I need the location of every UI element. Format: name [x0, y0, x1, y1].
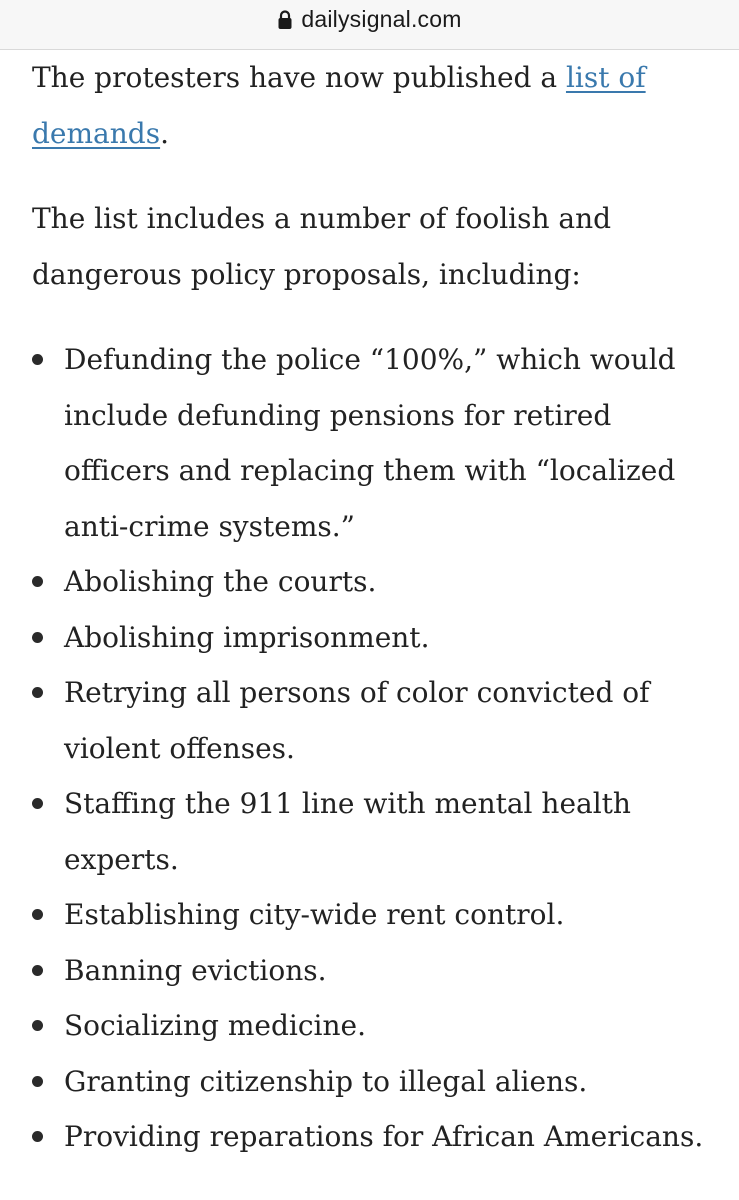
list-item-text: Granting citizenship to illegal aliens.: [64, 1064, 588, 1098]
address-bar[interactable]: [0, 0, 739, 50]
lock-icon: [277, 10, 293, 30]
list-item-text: Providing reparations for African Americans.: [64, 1120, 704, 1153]
paragraph-demands: [32, 50, 712, 161]
address-bar-content[interactable]: [277, 6, 461, 33]
bullet-icon: [32, 1131, 43, 1142]
list-item: [32, 1109, 712, 1165]
paragraph-demands-text: The protesters have now published a: [32, 61, 566, 94]
list-item: [32, 887, 712, 943]
bullet-icon: [32, 687, 43, 698]
paragraph-list-intro: The list includes a number of foolish and dangerous policy proposals, including:: [32, 202, 612, 291]
bullet-icon: [32, 1020, 43, 1031]
list-item: [32, 332, 712, 554]
article-body: [32, 50, 712, 1165]
list-item: [32, 554, 712, 610]
bullet-icon: [32, 354, 43, 365]
list-item-text: Abolishing imprisonment.: [64, 620, 430, 654]
list-item-text: Establishing city-wide rent control.: [64, 898, 565, 931]
bullet-icon: [32, 909, 43, 920]
list-item-text: Defunding the police “100%,” which would include defunding pensions for retired officers and replacing them with “localized anti-crime systems.”: [64, 343, 676, 543]
bullet-icon: [32, 576, 43, 587]
demands-list: [32, 332, 712, 1165]
bullet-icon: [32, 1076, 43, 1087]
list-item-text: Staffing the 911 line with mental health experts.: [64, 787, 631, 876]
list-item-text: Abolishing the courts.: [64, 565, 377, 598]
list-of-demands-link[interactable]: list of demands: [32, 61, 646, 150]
bullet-icon: [32, 965, 43, 976]
list-item: [32, 776, 712, 887]
list-item: [32, 998, 712, 1054]
list-item: [32, 943, 712, 999]
list-item: [32, 665, 712, 776]
domain-text: dailysignal.com: [301, 6, 462, 32]
paragraph-demands-end: .: [160, 116, 169, 150]
list-item-text: Retrying all persons of color convicted of violent offenses.: [64, 676, 650, 765]
bullet-icon: [32, 798, 43, 809]
list-item: [32, 610, 712, 666]
bullet-icon: [32, 632, 43, 643]
list-item-text: Socializing medicine.: [64, 1009, 366, 1042]
list-item: [32, 1054, 712, 1110]
list-item-text: Banning evictions.: [64, 953, 327, 987]
